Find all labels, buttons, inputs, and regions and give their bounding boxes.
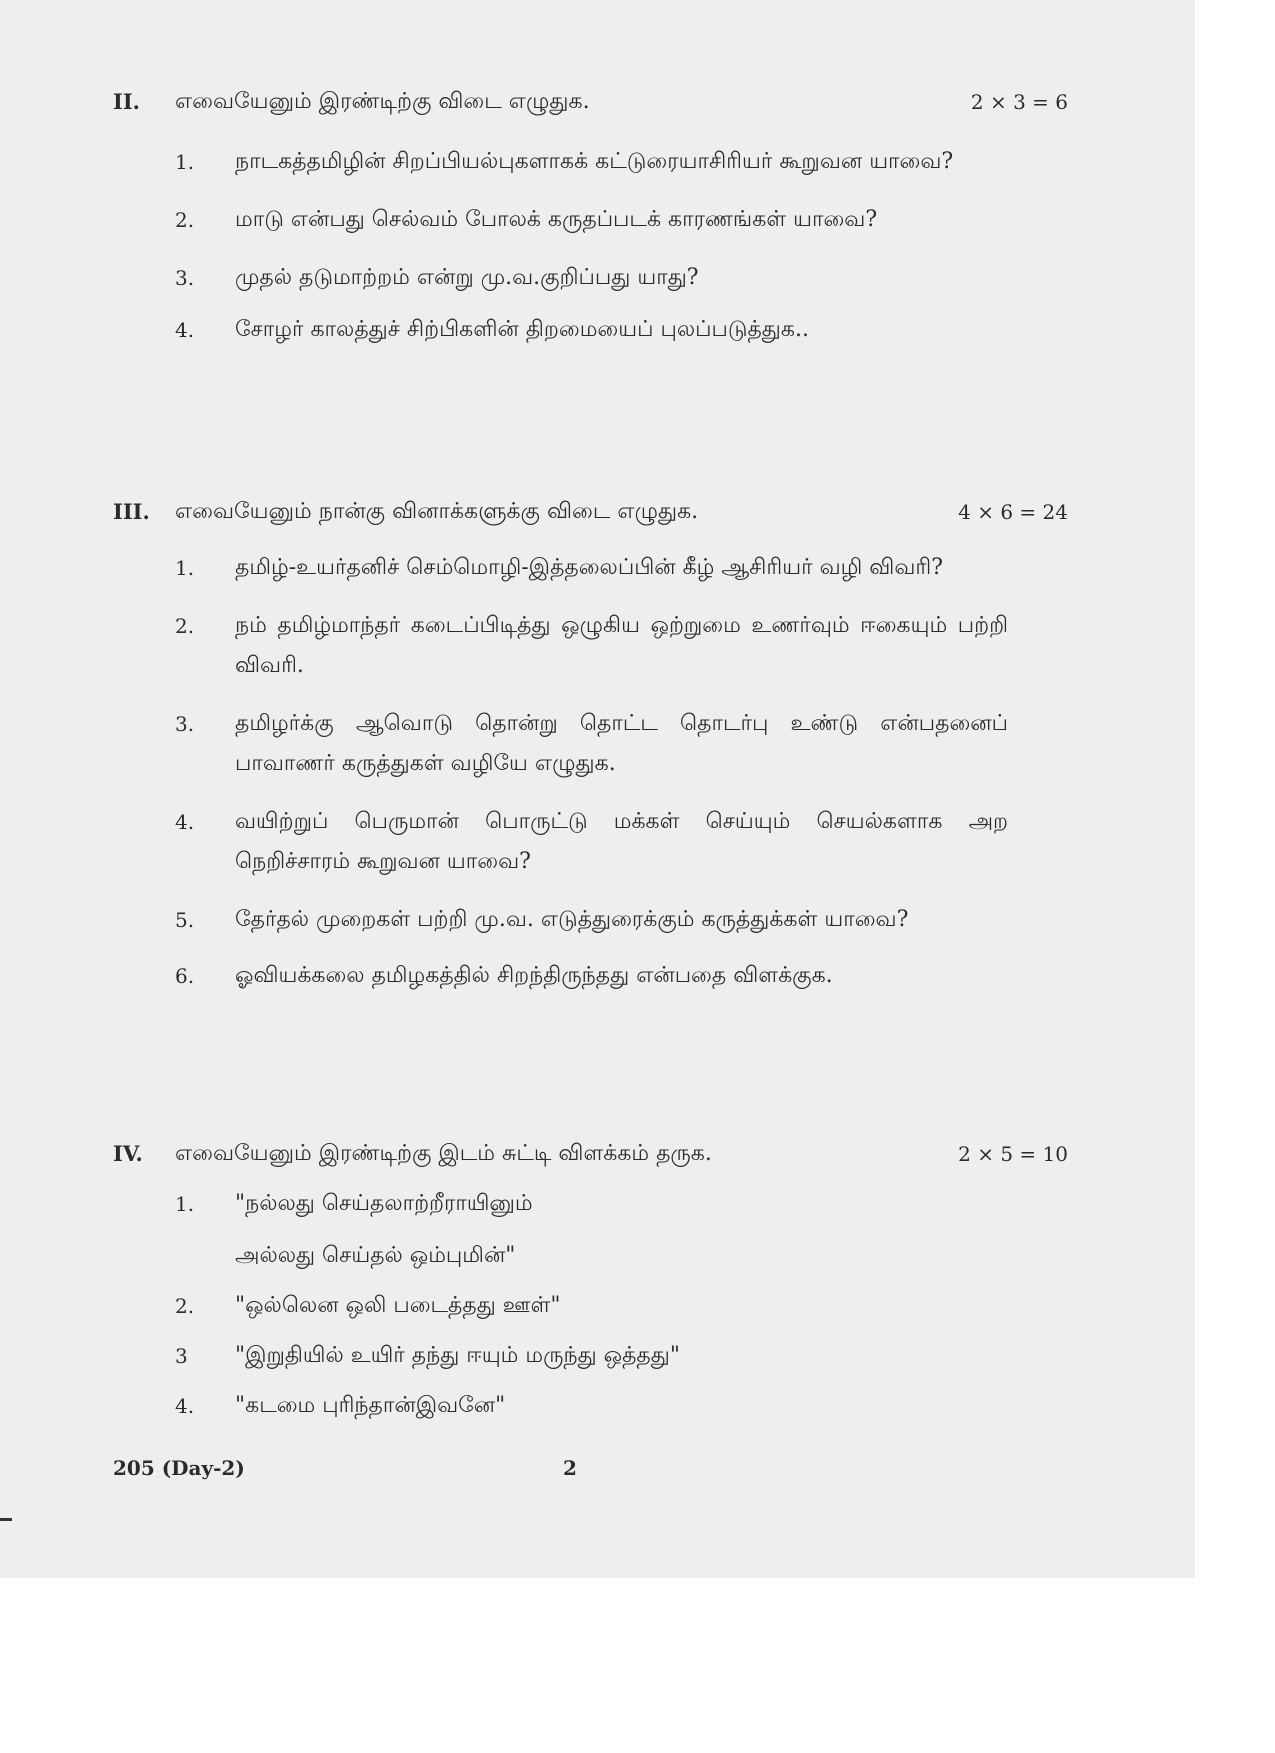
question-item	[175, 1336, 1008, 1376]
quote-line-2: அல்லது செய்தல் ஒம்புமின்"	[235, 1243, 516, 1268]
question-text: தமிழர்க்கு ஆவொடு தொன்று தொட்ட தொடர்பு உண்டு என்பதனைப் பாவாணர் கருத்துகள் வழியே எழுதுக.	[235, 711, 1008, 776]
paper-code: 205 (Day-2)	[113, 1456, 245, 1480]
question-text: நம் தமிழ்மாந்தர் கடைப்பிடித்து ஒழுகிய ஒற்றுமை உணர்வும் ஈகையும் பற்றி விவரி.	[235, 613, 1008, 678]
question-text: வயிற்றுப் பெருமான் பொருட்டு மக்கள் செய்யும் செயல்களாக அற நெறிச்சாரம் கூறுவன யாவை?	[235, 809, 1008, 874]
section-iii	[113, 492, 1068, 996]
section-header	[113, 82, 1068, 122]
question-item	[175, 1286, 1008, 1326]
question-text: மாடு என்பது செல்வம் போலக் கருதப்படக் காரணங்கள் யாவை?	[235, 207, 878, 232]
section-instruction: எவையேனும் இரண்டிற்கு இடம் சுட்டி விளக்கம் தருக.	[175, 1141, 712, 1166]
section-header	[113, 1134, 1068, 1174]
question-number: 5.	[175, 908, 195, 932]
question-number: 2.	[175, 1294, 195, 1318]
section-marks: 2 × 3 = 6	[970, 90, 1068, 114]
question-number: 3	[175, 1344, 188, 1368]
page-footer	[113, 1448, 613, 1488]
question-number: 1.	[175, 556, 195, 580]
question-number: 3.	[175, 712, 195, 736]
question-item	[175, 704, 1008, 784]
question-number: 2.	[175, 614, 195, 638]
section-instruction: எவையேனும் நான்கு வினாக்களுக்கு விடை எழுதுக.	[175, 499, 699, 524]
question-text: "கடமை புரிந்தான்இவனே"	[235, 1393, 506, 1418]
question-item	[175, 200, 1008, 240]
section-ii	[113, 82, 1068, 350]
question-number: 4.	[175, 1394, 195, 1418]
section-number: III.	[113, 499, 150, 524]
question-number: 4.	[175, 810, 195, 834]
question-item	[175, 142, 1008, 182]
question-item	[175, 258, 1008, 298]
question-item	[175, 956, 1008, 996]
question-item	[175, 1184, 1008, 1276]
section-iv	[113, 1134, 1068, 1426]
question-number: 2.	[175, 208, 195, 232]
scan-edge-mark	[0, 1518, 12, 1521]
question-text: "ஒல்லென ஒலி படைத்தது ஊள்"	[235, 1293, 561, 1318]
question-item	[175, 310, 1008, 350]
question-text: நாடகத்தமிழின் சிறப்பியல்புகளாகக் கட்டுரையாசிரியர் கூறுவன யாவை?	[235, 149, 954, 174]
question-number: 6.	[175, 964, 195, 988]
question-text: ஓவியக்கலை தமிழகத்தில் சிறந்திருந்தது என்பதை விளக்குக.	[235, 963, 833, 988]
section-header	[113, 492, 1068, 532]
quote-line-1: "நல்லது செய்தலாற்றீராயினும்	[235, 1191, 533, 1216]
question-item	[175, 1386, 1008, 1426]
section-instruction: எவையேனும் இரண்டிற்கு விடை எழுதுக.	[175, 89, 590, 114]
question-number: 1.	[175, 1192, 195, 1216]
question-text: தேர்தல் முறைகள் பற்றி மு.வ. எடுத்துரைக்கும் கருத்துக்கள் யாவை?	[235, 907, 909, 932]
question-text: தமிழ்-உயர்தனிச் செம்மொழி-இத்தலைப்பின் கீழ் ஆசிரியர் வழி விவரி?	[235, 555, 944, 580]
question-number: 1.	[175, 150, 195, 174]
question-item	[175, 802, 1008, 882]
section-number: IV.	[113, 1141, 143, 1166]
question-item	[175, 900, 1008, 940]
question-text: "இறுதியில் உயிர் தந்து ஈயும் மருந்து ஒத்தது"	[235, 1343, 680, 1368]
question-number: 4.	[175, 318, 195, 342]
question-number: 3.	[175, 266, 195, 290]
question-item	[175, 606, 1008, 686]
page-number: 2	[563, 1456, 577, 1480]
question-item	[175, 548, 1008, 588]
section-marks: 2 × 5 = 10	[958, 1142, 1068, 1166]
question-text: சோழர் காலத்துச் சிற்பிகளின் திறமையைப் புலப்படுத்துக..	[235, 317, 809, 342]
section-marks: 4 × 6 = 24	[958, 500, 1068, 524]
question-text: முதல் தடுமாற்றம் என்று மு.வ.குறிப்பது யாது?	[235, 265, 699, 290]
section-number: II.	[113, 89, 140, 114]
